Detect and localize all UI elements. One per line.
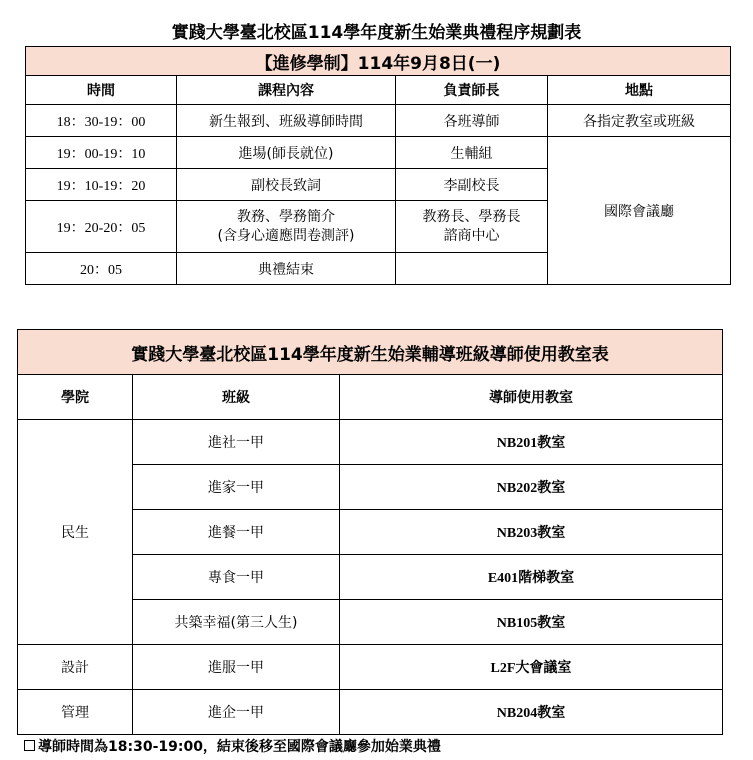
- time-cell: 20：05: [26, 253, 177, 285]
- schedule-header-row: [26, 76, 731, 105]
- lead-cell: 李副校長: [396, 169, 548, 201]
- header-content: 課程內容: [177, 76, 396, 105]
- table-row: [18, 645, 723, 690]
- place-cell: 各指定教室或班級: [548, 105, 731, 137]
- room-cell: NB105教室: [340, 600, 723, 645]
- content-cell: 新生報到、班級導師時間: [177, 105, 396, 137]
- class-cell: 進社一甲: [133, 420, 340, 465]
- table-row: [18, 690, 723, 735]
- content-cell: 典禮結束: [177, 253, 396, 285]
- college-cell: 設計: [18, 645, 133, 690]
- header-place: 地點: [548, 76, 731, 105]
- note-text: 導師時間為18:30-19:00，結束後移至國際會議廳參加始業典禮: [38, 739, 441, 755]
- time-cell: 19：00-19：10: [26, 137, 177, 169]
- class-cell: 進服一甲: [133, 645, 340, 690]
- time-cell: 18：30-19：00: [26, 105, 177, 137]
- merged-place-cell: 國際會議廳: [548, 137, 731, 285]
- class-cell: 進餐一甲: [133, 510, 340, 555]
- table-row: [18, 420, 723, 465]
- schedule-title: 實踐大學臺北校區114學年度新生始業典禮程序規劃表: [171, 23, 582, 43]
- rooms-header-row: [18, 375, 723, 420]
- college-cell: 管理: [18, 690, 133, 735]
- content-line: (含身心適應問卷測評): [217, 227, 355, 244]
- room-cell: L2F大會議室: [340, 645, 723, 690]
- class-cell: 進企一甲: [133, 690, 340, 735]
- time-cell: 19：20-20：05: [26, 201, 177, 253]
- content-cell: 副校長致詞: [177, 169, 396, 201]
- room-cell: E401階梯教室: [340, 555, 723, 600]
- tutor-time-note: [24, 737, 441, 757]
- header-class: 班級: [133, 375, 340, 420]
- rooms-title: 實踐大學臺北校區114學年度新生始業輔導班級導師使用教室表: [18, 330, 723, 375]
- lead-cell: [396, 253, 548, 285]
- class-cell: 進家一甲: [133, 465, 340, 510]
- class-cell: 共築幸福(第三人生): [133, 600, 340, 645]
- room-cell: NB204教室: [340, 690, 723, 735]
- table-row: [26, 137, 731, 169]
- header-college: 學院: [18, 375, 133, 420]
- room-cell: NB202教室: [340, 465, 723, 510]
- header-room: 導師使用教室: [340, 375, 723, 420]
- table-row: [26, 105, 731, 137]
- class-cell: 專食一甲: [133, 555, 340, 600]
- college-cell: 民生: [18, 420, 133, 645]
- header-lead: 負責師長: [396, 76, 548, 105]
- content-line: 教務、學務簡介: [237, 208, 335, 225]
- room-cell: NB201教室: [340, 420, 723, 465]
- content-cell: [177, 201, 396, 253]
- header-time: 時間: [26, 76, 177, 105]
- classroom-table: [17, 329, 723, 735]
- lead-cell: [396, 201, 548, 253]
- room-cell: NB203教室: [340, 510, 723, 555]
- time-cell: 19：10-19：20: [26, 169, 177, 201]
- lead-cell: 各班導師: [396, 105, 548, 137]
- schedule-subtitle: 【進修學制】114年9月8日(一): [26, 47, 731, 76]
- lead-line: 諮商中心: [443, 227, 500, 244]
- content-cell: 進場(師長就位): [177, 137, 396, 169]
- lead-line: 教務長、學務長: [422, 208, 521, 225]
- ceremony-schedule-table: [25, 46, 731, 285]
- lead-cell: 生輔組: [396, 137, 548, 169]
- checkbox-icon: [24, 740, 35, 751]
